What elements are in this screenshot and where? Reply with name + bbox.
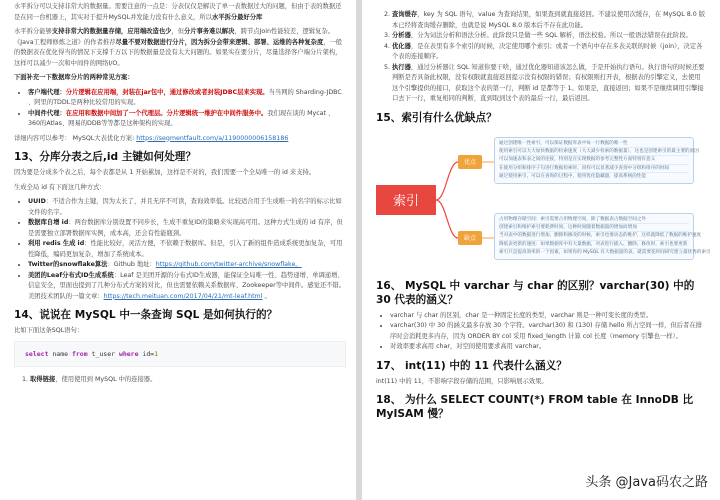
mindmap-con-item: 创建索引和维护索引要耗费时间，这种时间随着数据量的增加而增加 [499,224,689,232]
mindmap-pro-item: 使用索引可以大大加快数据的检索速度（大大减少检索的数据量），这也是创建索引的最主要的原因 [499,148,689,156]
mindmap-cons-box [494,213,711,260]
paragraph: 水平拆分能够支持非常大的数据量存储，应用端改造也少，但分片事务难以解决，跨节点Join性能较差，逻辑复杂。《Java工程师修炼之道》的作者推荐尽量不要对数据进行分片，因为拆分会带来逻辑、部署、运维的各种复杂度，一般的数据表在优化得当的情况下支撑千万以下的数据量是没有太大问题的。如果实在要分片，尽量选择客户端分片架构，这样可以减少一次和中间件的网络I/O。 [14,28,343,67]
list-item: • varchar 与 char 的区别，char 是一种固定长度的类型，varchar 则是一种可变长度的类型。 [390,311,706,322]
code-block: select name from t_user where id=1 [14,341,346,367]
list-item: • UUID：不适合作为主键，因为太长了，并且无序不可读，查询效率低。比较适合用于生成唯一的名字的标示比如文件的名字。 [28,197,346,218]
mindmap-pro-item: 通过创建唯一性索引，可以保证数据库表中每一行数据的唯一性 [499,140,689,148]
watermark: 头条 @Java码农之路 [585,475,708,490]
mindmap-root: 索引 [376,185,436,215]
list-item: 5. 执行器，通过分析器让 SQL 知道你要干啥，通过优化器知道该怎么做，于是开始执行语句。执行语句的时候还要判断是否具备此权限，没有权限就直接返回提示没有权限的错误；有权限则打开表，根据表的引擎定义，去使用这个引擎提供的接口，获取这个表的第一行，判断 id 是都等于 1。如果是，直接返回；如果不是继续调用引擎接口去下一行，重复相同的判断，直到取到这个表的最后一行，最后返回。 [392,63,706,105]
paragraph: int(11) 中的 11，不影响字段存储的范围，只影响展示效果。 [376,377,548,385]
heading-16: 16、 MySQL 中 varchar 与 char 的区别？varchar(30) 中的 30 代表的涵义？ [376,279,695,306]
list-item: 1. 取得链接，使用使用到 MySQL 中的连接器。 [30,375,346,386]
schemes-list [14,88,346,130]
leaf-link[interactable]: https://tech.meituan.com/2017/04/21/mt-leaf.html [103,292,263,300]
right-page [362,0,720,500]
list-item: 2. 查询缓存，key 为 SQL 语句，value 为查询结果，如果查到就直接返回。不建议使用次缓存，在 MySQL 8.0 版本已经将查询缓存删除，也就是说 MySQL 8.0 版本后不存在此功能。 [392,10,706,31]
heading-18: 18、 为什么 SELECT COUNT(*) FROM table 在 InnoDB 比 MyISAM 慢？ [376,394,694,420]
mindmap-con-item: 降低表更新的速度：如果数据库中有大量数据，对表进行插入、删除、修改时，索引也要更新 [499,241,689,249]
mindmap-pro-item: 可以加速表和表之间的连接，特别是在实现数据的参考完整性方面特别有意义 [499,156,689,164]
list-item: • 中间件代理：在应用和数据中间加了一个代理层。分片逻辑统一维护在中间件服务中。我们现在谈的 Mycat 、360的Atlas、网易的DDB等等都是这种架构的实现。 [28,109,346,130]
list-item: 4. 优化器，是在表里有多个索引的时候，决定使用哪个索引；或者一个语句中存在多表关联的时候（join），决定各个表的连接顺序。 [392,42,706,63]
list-item: • 美团的Leaf分布式ID生成系统：Leaf 是美团开源的分布式ID生成器，能保证全局唯一性、趋势递增、单调递增、信息安全，里面也提到了几种分布式方案的对比，但也需要依赖关系数据库、Zookeeper等中间件。感觉还不错。美团技术团队的一篇文章：https://tech.meituan.com/2017/04/21/mt-leaf.html 。 [28,271,346,303]
varchar-list [376,311,706,353]
list-item: • 利用 redis 生成 id：性能比较好，灵活方便，不依赖于数据库。但是，引入了新的组件造成系统更加复杂，可用性降低，编码更加复杂，增加了系统成本。 [28,239,346,260]
steps-list [376,10,706,105]
snowflake-link[interactable]: https://github.com/twitter-archive/snowflake。 [155,261,302,268]
list-item: 3. 分析器，分为词法分析和语法分析。此阶段只是做一些 SQL 解析，语法校验。所以一般语法错误在此阶段。 [392,31,706,42]
mindmap-pros-node: 优点 [458,155,482,169]
list-item: • 对效率要求高用 char，对空间使用要求高用 varchar。 [390,342,706,353]
heading-15: 15、索引有什么优缺点？ [376,111,497,124]
left-page [0,0,356,500]
heading-17: 17、 int(11) 中的 11 代表什么涵义？ [376,359,567,372]
reference: 详细内容可以参考： MySQL大表优化方案: https://segmentfault.com/a/1190000006158186 [14,134,289,142]
paragraph: 比如下面这条SQL语句： [14,327,84,334]
mindmap-pro-item: 通过使用索引，可以在查询的过程中，使用优化隐藏器，提高系统的性能 [499,174,647,180]
mindmap-cons-node: 缺点 [458,231,482,245]
mindmap-pro-item: 在使用分组和排序子句进行数据检索时，同样可以显著减少查询中分组和排序的时间 [499,165,689,173]
list-item: • varchar(30) 中 30 的涵义最多存放 30 个字符。varchar(30) 和 (130) 存储 hello 所占空间一样，但后者在排序时会消耗更多内存，因为 ORDER BY col 采用 fixed_length 计算 col 长度（memory 引擎也一样）。 [390,321,706,342]
mindmap-con-item: 占用物理存储空间：索引需要占用物理空间，除了数据表占数据空间之外 [499,216,689,224]
index-mindmap [376,131,711,271]
paragraph: 生成全局 id 有下面这几种方式： [14,183,106,191]
steps-list [14,375,346,386]
list-item: • Twitter的snowflake算法：Github 地址：https://github.com/twitter-archive/snowflake。 [28,260,346,271]
mindmap-pros-box [494,137,699,184]
mindmap-con-item: 当对表中的数据进行增加、删除和修改的时候，索引也要动态的维护，这样就降低了数据的维护速度 [499,232,689,240]
reference-link[interactable]: https://segmentfault.com/a/1190000006158186 [136,134,289,142]
mindmap-con-item: 索引只是提高效率的一个因素，如果你的 MySQL 有大数据量的表，就需要花时间研究建立最优秀的索引 [499,250,711,256]
id-methods-list [14,197,346,302]
heading-14: 14、说说在 MySQL 中一条查询 SQL 是如何执行的？ [14,309,278,321]
list-item: • 数据库自增 id：两台数据库分别设置不同步长，生成不重复ID的策略来实现高可用。这种方式生成的 id 有序，但是需要独立部署数据库实例，成本高，还会有性能瓶颈。 [28,218,346,239]
list-item: • 客户端代理：分片逻辑在应用端，封装在jar包中，通过修改或者封装JDBC层来实现。当当网的 Sharding-JDBC 、阿里的TDDL是两种比较常用的实现。 [28,88,346,109]
paragraph: 水平拆分可以支持非常大的数据量。需要注意的一点是：分表仅仅是解决了单一表数据过大的问题，但由于表的数据还是在同一台机器上，其实对于提升MySQL并发能力没有什么意义，所以水平拆分最好分库 [14,3,342,21]
heading-13: 13、分库分表之后,id 主键如何处理？ [14,151,196,163]
schemes-title: 下面补充一下数据库分片的两种常见方案： [14,74,134,81]
paragraph: 因为要是分成多个表之后，每个表都是从 1 开始累加，这样是不对的，我们需要一个全局唯一的 id 来支持。 [14,169,316,176]
